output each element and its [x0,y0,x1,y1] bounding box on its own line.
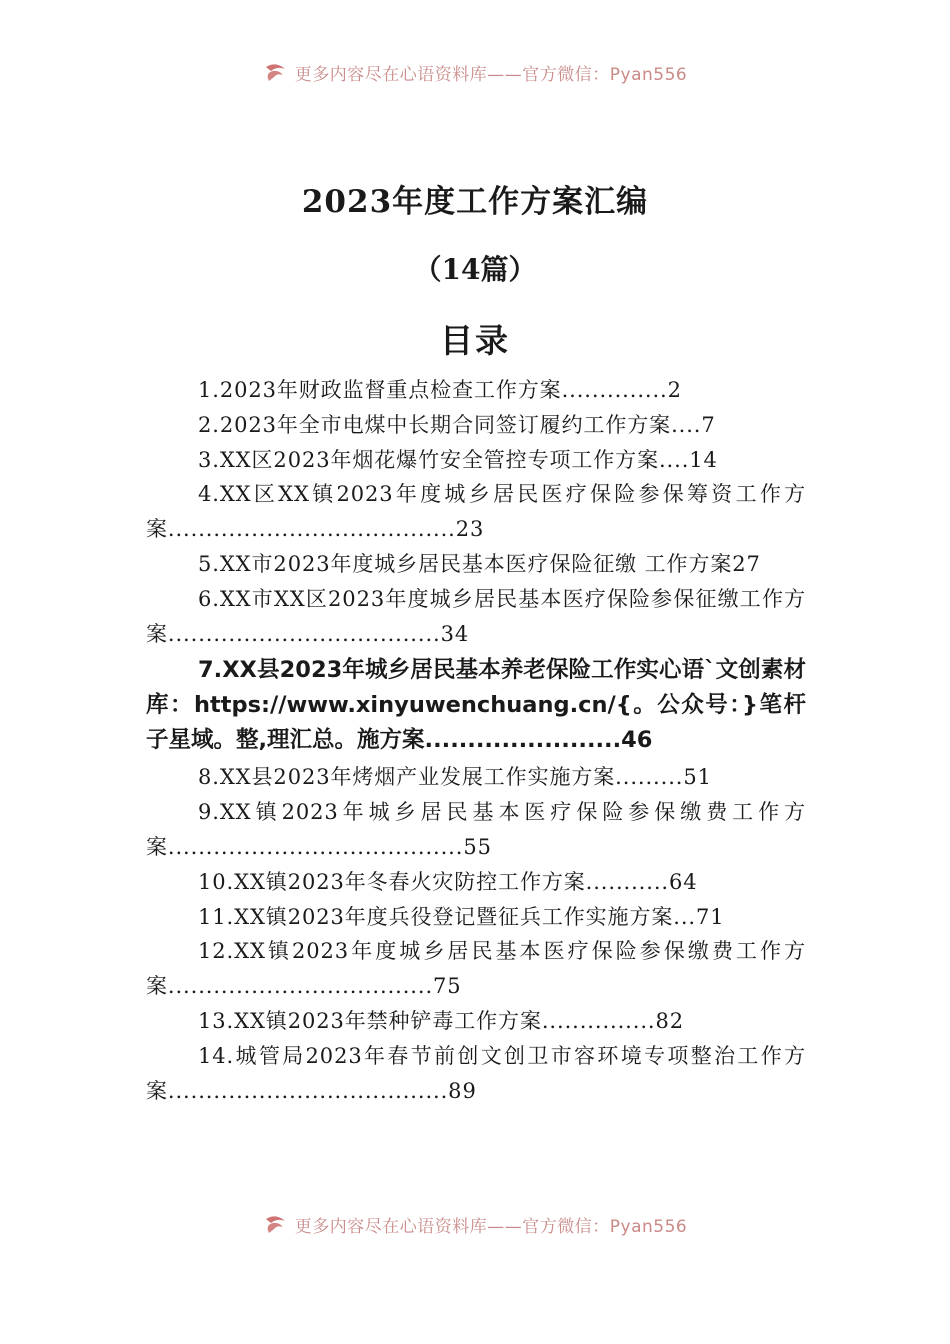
toc-entry-12[interactable]: 12.XX镇2023年度城乡居民基本医疗保险参保缴费工作方案...................................75 [146,939,806,999]
logo-icon [263,63,289,88]
toc-entry-4[interactable]: 4.XX区XX镇2023年度城乡居民医疗保险参保筹资工作方案......................................23 [146,482,806,542]
toc-entry-13[interactable]: 13.XX镇2023年禁种铲毒工作方案...............82 [198,1008,684,1033]
toc-entry-8[interactable]: 8.XX县2023年烤烟产业发展工作实施方案.........51 [198,765,712,790]
watermark-bottom [0,1212,950,1240]
watermark-text: 更多内容尽在心语资料库——官方微信：Pyan556 [294,1217,688,1237]
watermark-top [0,60,950,88]
toc-entry-14[interactable]: 14.城管局2023年春节前创文创卫市容环境专项整治工作方案.....................................89 [146,1043,806,1103]
document-subtitle: （14篇） [413,253,537,286]
toc-entry-9[interactable]: 9.XX镇2023年城乡居民基本医疗保险参保缴费工作方案.......................................55 [146,800,806,859]
toc-entry-2[interactable]: 2.2023年全市电煤中长期合同签订履约工作方案....7 [198,412,716,437]
toc-entry-6[interactable]: 6.XX市XX区2023年度城乡居民基本医疗保险参保征缴工作方案....................................34 [146,586,806,646]
table-of-contents [146,373,806,1108]
toc-entry-3[interactable]: 3.XX区2023年烟花爆竹安全管控专项工作方案....14 [198,447,718,472]
watermark-text: 更多内容尽在心语资料库——官方微信：Pyan556 [294,65,688,85]
toc-entry-10[interactable]: 10.XX镇2023年冬春火灾防控工作方案...........64 [198,869,698,894]
toc-entry-11[interactable]: 11.XX镇2023年度兵役登记暨征兵工作实施方案...71 [198,904,725,929]
toc-heading: 目录 [440,321,510,360]
document-title: 2023年度工作方案汇编 [301,184,649,220]
toc-entry-7[interactable]: 7.XX县2023年城乡居民基本养老保险工作实心语`文创素材库：https://www.xinyuwenchuang.cn/{。公众号：}笔杆子星域。整,理汇总。施方案.......................46 [146,657,806,754]
toc-entry-5[interactable]: 5.XX市2023年度城乡居民基本医疗保险征缴 工作方案27 [198,551,761,576]
toc-entry-1[interactable]: 1.2023年财政监督重点检查工作方案..............2 [198,378,682,402]
logo-icon [263,1215,289,1240]
